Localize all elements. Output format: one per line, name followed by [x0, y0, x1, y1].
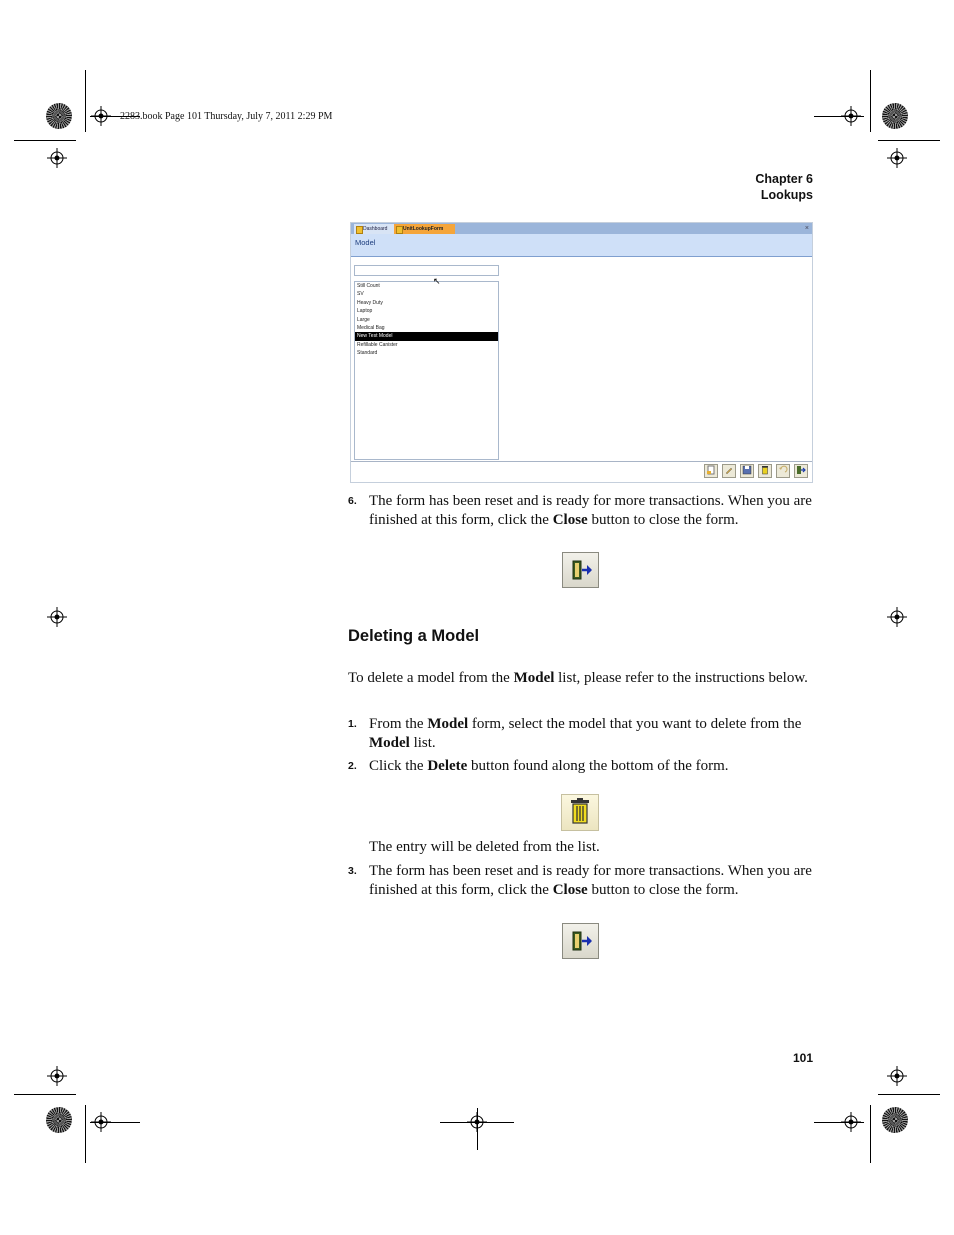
form-icon [396, 226, 403, 234]
tab-dashboard[interactable]: Dashboard [354, 224, 401, 234]
list-item[interactable]: Large [357, 316, 370, 323]
print-slug: 2283.book Page 101 Thursday, July 7, 2011 2:29 PM [120, 111, 333, 122]
list-item[interactable]: Laptop [357, 308, 373, 315]
tab-unit-lookup-form[interactable]: UnitLookupForm [394, 224, 455, 234]
form-header [351, 234, 812, 257]
step-number: 3. [348, 865, 357, 877]
step-6-text: The form has been reset and is ready for more transactions. When you are finished at this form, click the Close button to close the form. [369, 493, 812, 528]
intro-paragraph: To delete a model from the Model list, please refer to the instructions below. [348, 670, 808, 686]
close-button-illustration [562, 552, 599, 588]
undo-icon[interactable] [776, 464, 790, 478]
form-title: Model [355, 238, 376, 247]
model-list[interactable] [354, 281, 499, 460]
close-icon [563, 924, 598, 958]
close-icon [563, 553, 598, 587]
running-head-section: Lookups [760, 188, 813, 202]
running-head-chapter: Chapter 6 [755, 172, 813, 186]
page-number: 101 [792, 1051, 813, 1065]
list-item[interactable]: Standard [357, 350, 378, 357]
form-toolbar [704, 464, 809, 478]
save-icon[interactable] [740, 464, 754, 478]
step-2-text: Click the Delete button found along the bottom of the form. [369, 758, 729, 774]
step-number: 6. [348, 495, 357, 507]
list-item[interactable]: Medical Bag [357, 324, 385, 331]
step-number: 1. [348, 718, 357, 730]
step-3-text: The form has been reset and is ready for more transactions. When you are finished at this form, click the Close button to close the form. [369, 863, 812, 898]
model-form-screenshot [350, 222, 813, 483]
new-icon[interactable] [704, 464, 718, 478]
deleted-note: The entry will be deleted from the list. [369, 839, 600, 855]
close-tab-icon[interactable]: × [804, 225, 809, 232]
toolbar-divider [351, 461, 812, 462]
delete-icon[interactable] [758, 464, 772, 478]
form-icon [356, 226, 363, 234]
list-item[interactable]: SV [357, 291, 364, 298]
model-name-input[interactable] [354, 265, 499, 276]
list-item[interactable]: Refillable Canister [357, 341, 398, 348]
list-item[interactable]: Heavy Duty [357, 299, 383, 306]
edit-icon[interactable] [722, 464, 736, 478]
delete-button-illustration [561, 794, 599, 831]
section-heading: Deleting a Model [348, 627, 480, 645]
step-number: 2. [348, 760, 357, 772]
step-1-text: From the Model form, select the model that you want to delete from the Model list. [369, 716, 802, 751]
list-item[interactable]: Still Count [357, 283, 380, 289]
trash-can-icon [562, 795, 598, 830]
close-icon[interactable] [794, 464, 808, 478]
list-item[interactable]: New Test Model [355, 332, 498, 340]
tab-bar [351, 223, 812, 234]
close-button-illustration [562, 923, 599, 959]
mouse-pointer-icon: ↖ [433, 276, 441, 286]
